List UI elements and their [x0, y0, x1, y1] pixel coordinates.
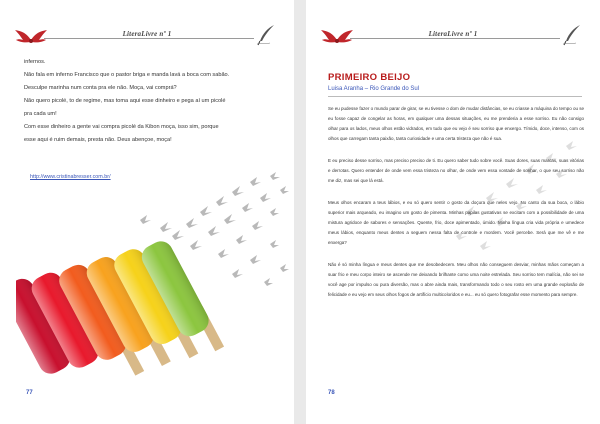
article-author: Luisa Aranha – Rio Grande do Sul: [328, 86, 420, 92]
paragraph: Não quero picolé, to de regime, mas toma aqui esse dinheiro e pega aí um picolé: [24, 98, 226, 104]
paragraph: pra cada um!: [24, 111, 57, 117]
page-header: [0, 14, 294, 44]
paragraph: E eu preciso desse sorriso, mas preciso preciso de ti. Eu quero saber tudo sobre você. Suas dores, suas marcas, suas vitórias e derrotas. Quero entender de onde vem essa tristeza no olhar, de onde vem essa vontade de sonhar, o que seu sorriso não me diz, mas sei que lá está.: [328, 158, 584, 183]
paragraph: Com esse dinheiro a gente vai compra picolé da Kibon moça, isso sim, porque: [24, 124, 219, 130]
header-rule: [350, 38, 560, 39]
page-number: 78: [328, 390, 335, 396]
paragraph: Meus olhos encaram a teus lábios, e eu só quero sentir o gosto da doçura que neles vejo. No canto da sua boca, o lábio superior mais arqueado, eu imagino um gosto de pimenta. Minhas papilas gustativas se excitam com a possibilidade de uma mistura agridoce de sabores e sensações. Quente, frio, doce apimentado, úmido. Minha língua cria vida própria e umedece meus lábios, enquanto meus dentes a seguem nessa falta de controle e mordem. Você percebe. Será que me vê e me enxerga?: [328, 200, 584, 245]
header-title: LiteraLivre nº 1: [306, 30, 600, 38]
page-header: [306, 14, 600, 44]
story-ending-text: [24, 56, 279, 147]
paragraph: esse aqui é ruim demais, presta não. Deus abençoe, moça!: [24, 137, 172, 143]
left-page: [0, 0, 294, 424]
paragraph: Não fala em inferno Francisco que o pastor briga e manda lavá a boca com sabão.: [24, 72, 230, 78]
quill-pen-icon: [256, 24, 276, 46]
paragraph: Se eu pudesse fazer o mundo parar de girar, se eu tivesse o dom de mudar distâncias, se eu criasse a máquina do tempo ou se eu fosse capaz de congelar as horas, em qualquer uma dessas situações, eu me prenderia a esse sorriso. Eu não consigo olhar para os lados, meus olhos estão vidrados, em tudo que eu vejo é seu sorriso que enxergo. Tímido, doce, intenso, com os olhos que carregam tanta paixão, tanta curiosidade e uma certa tristeza que não é sua.: [328, 106, 584, 141]
author-website-link[interactable]: http://www.cristinabresser.com.br/: [30, 174, 111, 180]
paragraph: Desculpe marinha num conta pra ele não. Moça, vai comprá?: [24, 85, 177, 91]
quill-pen-icon: [562, 24, 582, 46]
header-rule: [44, 38, 254, 39]
popsicles-image: [16, 228, 224, 388]
right-page: [306, 0, 600, 424]
paragraph: Não é só minha língua e meus dentes que me desobedecem. Meu olhos não conseguem desviar, minhas mãos começam a suar frio e meu corpo inteiro se ascende me deixando brilhante como uma noite estrelada. Seu sorriso tem malícia, não sei se você age por impulso ou pura diversão, mas o abre ainda mais, transformando todo o seu rosto em uma grande explosão de felicidade e eu vejo em seus olhos fogos de artifício multicoloridos e eu... eu só quero fotografar esse momento para sempre.: [328, 262, 584, 297]
article-body: [328, 104, 584, 312]
page-number: 77: [26, 390, 33, 396]
article-title: PRIMEIRO BEIJO: [328, 72, 411, 83]
title-divider: [328, 96, 582, 97]
paragraph: infernos.: [24, 59, 46, 65]
header-title: LiteraLivre nº 1: [0, 30, 294, 38]
